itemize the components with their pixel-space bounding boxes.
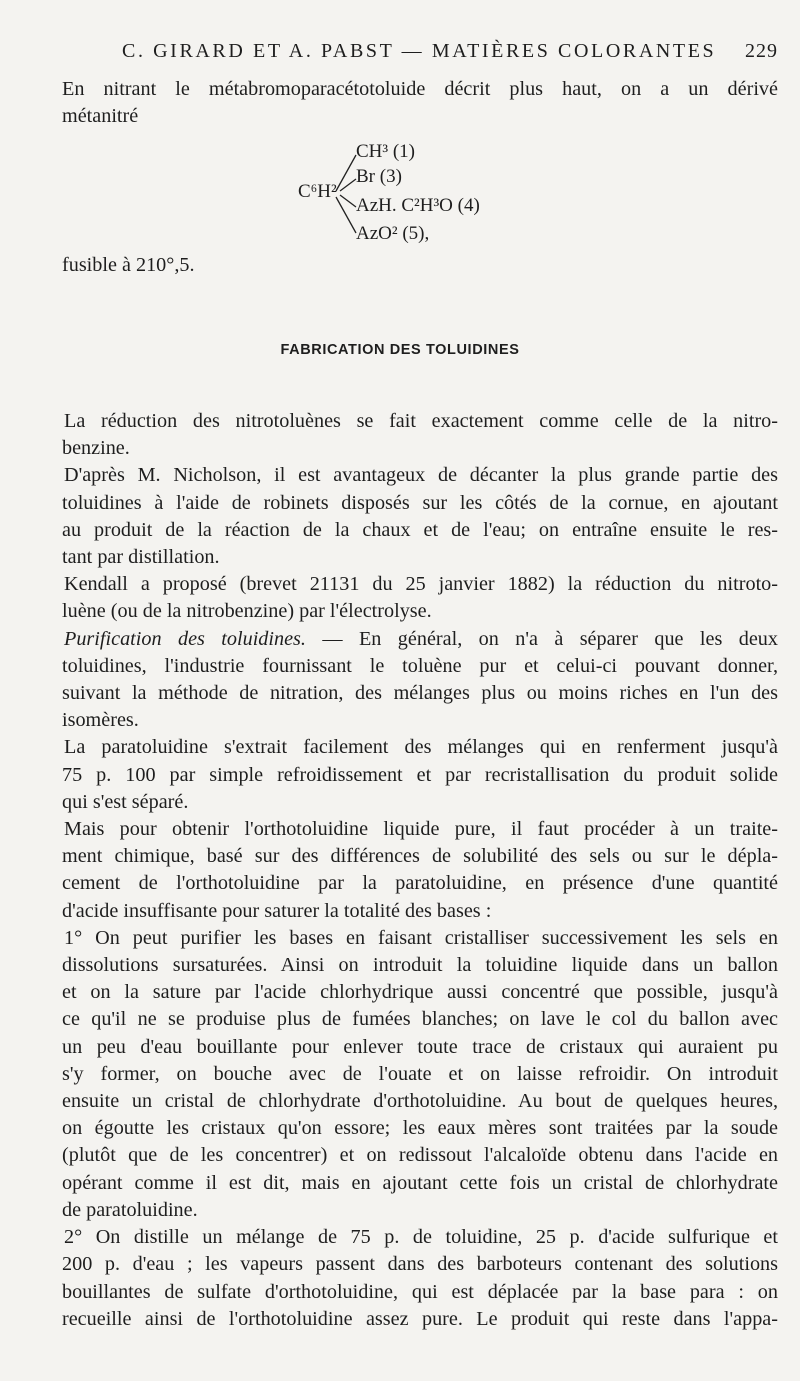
text-line: un peu d'eau bouillante pour enlever toute trace de cristaux qui auraient pu — [62, 1035, 778, 1058]
paragraph — [62, 816, 778, 925]
running-header — [62, 40, 778, 68]
text-line: La paratoluidine s'extrait facilement des mélanges qui en renferment jusqu'à — [64, 736, 778, 759]
text-line: recueille ainsi de l'orthotoluidine assez pure. Le produit qui reste dans l'appa- — [62, 1307, 778, 1330]
text-line: Mais pour obtenir l'orthotoluidine liquide pure, il faut procéder à un traite- — [64, 818, 778, 841]
text-line: tant par distillation. — [62, 546, 220, 569]
text-line: La réduction des nitrotoluènes se fait exactement comme celle de la nitro- — [64, 410, 778, 432]
text-line: s'y former, on bouche avec de l'ouate et on laisse refroidir. On introduit — [62, 1062, 778, 1085]
paragraph — [62, 571, 778, 625]
text-line: cement de l'orthotoluidine par la paratoluidine, en présence d'une quantité — [62, 872, 778, 895]
paragraph — [62, 462, 778, 571]
text-line: ce qu'il ne se produise plus de fumées blanches; on lave le col du ballon avec — [62, 1008, 778, 1031]
text-line: 1° On peut purifier les bases en faisant cristalliser successivement les sels en — [64, 926, 778, 949]
text-line: benzine. — [62, 437, 130, 460]
formula-stem: C⁶H² — [298, 181, 337, 202]
text-line: dissolutions sursaturées. Ainsi on introduit la toluidine liquide dans un ballon — [62, 954, 778, 977]
melting-point-line: fusible à 210°,5. — [62, 254, 195, 276]
text-line: 200 p. d'eau ; les vapeurs passent dans des barboteurs contenant des solutions — [62, 1253, 778, 1276]
formula-branch: AzO² (5), — [356, 223, 430, 244]
italic-lead: Purification des toluidines. — [64, 627, 306, 650]
text-line: Kendall a proposé (brevet 21131 du 25 janvier 1882) la réduction du nitroto- — [64, 573, 778, 596]
text-line: toluidines, l'industrie fournissant le toluène pur et celui-ci pouvant donner, — [62, 654, 778, 677]
formula-branch: Br (3) — [356, 166, 402, 187]
text-line: métanitré — [62, 105, 139, 128]
text-line: luène (ou de la nitrobenzine) par l'électrolyse. — [62, 600, 432, 623]
text-line: on égoutte les cristaux qu'on essore; les eaux mères sont traitées par la soude — [62, 1117, 778, 1140]
intro-paragraph — [62, 76, 778, 130]
text-line: et on la sature par l'acide chlorhydrique aussi concentré que possible, jusqu'à — [62, 981, 778, 1004]
text-line: opérant comme il est dit, mais en ajoutant cette fois un cristal de chlorhydrate — [62, 1171, 778, 1194]
text-line: isomères. — [62, 709, 139, 732]
text-line: de paratoluidine. — [62, 1198, 198, 1221]
text-line: suivant la méthode de nitration, des mélanges plus ou moins riches en l'un des — [62, 682, 778, 705]
text-line: bouillantes de sulfate d'orthotoluidine, qui est déplacée par la base para : on — [62, 1280, 778, 1303]
chemical-formula — [298, 133, 528, 263]
paragraph — [62, 626, 778, 735]
paragraph — [62, 408, 778, 462]
text-line: En nitrant le métabromoparacétotoluide décrit plus haut, on a un dérivé — [62, 78, 778, 100]
text-line: ment chimique, basé sur des différences de solubilité des sels ou sur le dépla- — [62, 845, 778, 868]
text-line: ensuite un cristal de chlorhydrate d'orthotoluidine. Au bout de quelques heures, — [62, 1090, 778, 1113]
text-line: d'acide insuffisante pour saturer la totalité des bases : — [62, 899, 492, 922]
section-title: FABRICATION DES TOLUIDINES — [280, 342, 520, 358]
text-line: D'après M. Nicholson, il est avantageux de décanter la plus grande partie des — [64, 464, 778, 487]
text-line: (plutôt que de les concentrer) et on redissout l'alcaloïde obtenu dans l'acide en — [62, 1144, 778, 1167]
text-line: 2° On distille un mélange de 75 p. de toluidine, 25 p. d'acide sulfurique et — [64, 1226, 778, 1249]
paragraph — [62, 734, 778, 816]
text-line: au produit de la réaction de la chaux et de l'eau; on entraîne ensuite le res- — [62, 518, 778, 541]
formula-branch: AzH. C²H³O (4) — [356, 195, 480, 216]
text-line — [62, 626, 778, 653]
formula-branch: CH³ (1) — [356, 141, 415, 162]
text-line: toluidines à l'aide de robinets disposés sur les côtés de la cornue, en ajoutant — [62, 491, 778, 514]
running-title: C. GIRARD ET A. PABST — MATIÈRES COLORANTES — [122, 40, 717, 62]
text-line: qui s'est séparé. — [62, 790, 189, 813]
paragraph — [62, 925, 778, 1224]
page-number: 229 — [745, 40, 778, 62]
body-text — [62, 408, 778, 1333]
paragraph — [62, 1224, 778, 1333]
text-fragment: — En général, on n'a à séparer que les deux — [305, 627, 778, 650]
text-line: 75 p. 100 par simple refroidissement et par recristallisation du produit solide — [62, 763, 778, 786]
